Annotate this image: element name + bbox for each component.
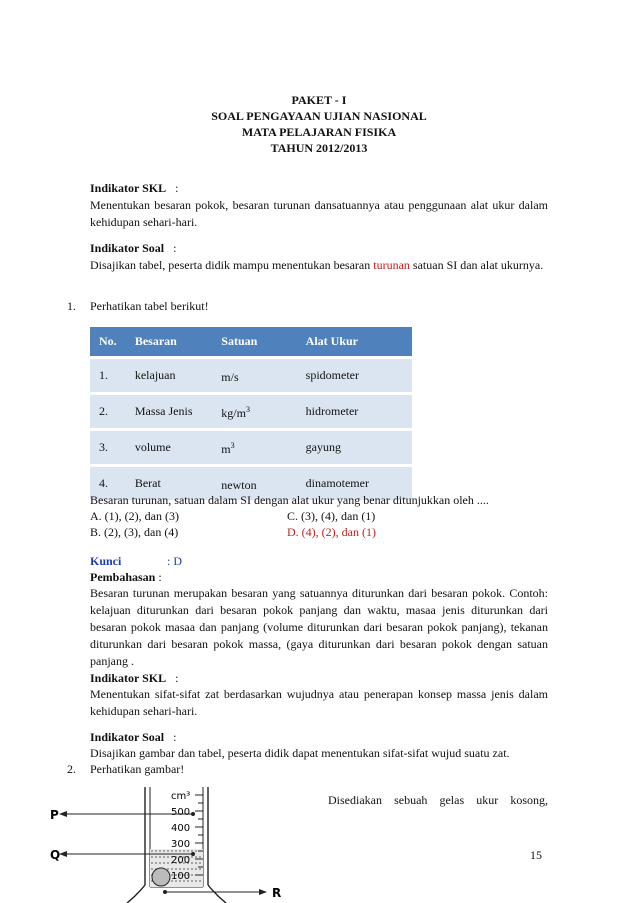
- indikator-skl-2-text: Menentukan sifat-sifat zat berdasarkan wujudnya atau penerapan konsep massa jenis dalam kehidupan sehari-hari.: [90, 687, 548, 718]
- table-cell: Berat: [126, 464, 212, 500]
- unit-text: m/s: [221, 370, 239, 384]
- label-r: R: [272, 886, 282, 900]
- scale-unit-label: cm³: [171, 791, 191, 802]
- indikator-skl-label: Indikator SKL: [90, 671, 167, 685]
- table-cell: [212, 356, 296, 392]
- table-cell: 2.: [90, 392, 126, 428]
- pembahasan-heading: [90, 569, 162, 586]
- option-b: B. (2), (3), dan (4): [90, 525, 179, 539]
- table-cell: dinamotemer: [297, 464, 412, 500]
- arrow-r: [163, 889, 267, 895]
- question-1-number: 1.: [67, 299, 76, 313]
- unit-text: m: [221, 442, 231, 456]
- table-cell: 3.: [90, 428, 126, 464]
- kunci-row: [90, 553, 182, 570]
- question-2-prompt: Perhatikan gambar!: [90, 762, 185, 776]
- table-header-cell: Satuan: [212, 327, 296, 356]
- question-2-side-text: Disediakan sebuah gelas ukur kosong,: [328, 793, 548, 807]
- scale-tick-label: 100: [171, 871, 191, 882]
- table-cell: [212, 428, 296, 464]
- option-a: A. (1), (2), dan (3): [90, 509, 179, 523]
- table-cell: volume: [126, 428, 212, 464]
- kunci-label: Kunci: [90, 554, 122, 568]
- scale-tick-label: 300: [171, 839, 191, 850]
- indikator-skl-colon: :: [175, 671, 179, 685]
- question-1-prompt: Perhatikan tabel berikut!: [90, 299, 209, 313]
- kunci-value: : D: [167, 554, 182, 568]
- measurement-table: [90, 327, 412, 500]
- scale-tick-label: 400: [171, 823, 191, 834]
- indikator-soal-colon: :: [173, 241, 177, 255]
- solid-object: [152, 868, 170, 886]
- option-d: D. (4), (2), dan (1): [287, 525, 376, 539]
- header-paket: PAKET - I: [291, 93, 347, 107]
- indikator-soal-1-text: [90, 257, 548, 274]
- indikator-skl-2-heading: [90, 670, 548, 687]
- page-number: 15: [530, 848, 542, 862]
- header-subject: MATA PELAJARAN FISIKA: [241, 125, 397, 139]
- table-cell: kelajuan: [126, 356, 212, 392]
- indikator-skl-1-heading: [90, 180, 548, 197]
- indikator-soal-label: Indikator Soal: [90, 730, 165, 744]
- table-header-cell: Alat Ukur: [297, 327, 412, 356]
- label-q: Q: [50, 848, 61, 862]
- table-cell: Massa Jenis: [126, 392, 212, 428]
- unit-superscript: 3: [230, 441, 235, 450]
- indikator-skl-colon: :: [175, 181, 179, 195]
- table-cell: 1.: [90, 356, 126, 392]
- indikator-skl-1-text: Menentukan besaran pokok, besaran turunan dansatuannya atau penggunaan alat ukur dalam kehidupan sehari-hari.: [90, 198, 548, 229]
- pembahasan-text: Besaran turunan merupakan besaran yang satuannya diturunkan dari besaran pokok. Contoh: kelajuan diturunkan dari besaran pokok panjang dan waktu, masaa jenis diturunkan dari besaran pokok masaa dan panjang (volume diturunkan dari besaran pokok panjang), tekanan diturunkan dari besaran pokok massa, (gaya diturunkan dari besaran pokok dengan satuan panjang .: [90, 586, 548, 668]
- header-year: TAHUN 2012/2013: [270, 141, 368, 155]
- table-row: [90, 428, 412, 464]
- measuring-cylinder-figure: [45, 785, 295, 903]
- indikator-soal-colon: :: [173, 730, 177, 744]
- indikator-soal-2-heading: [90, 729, 548, 746]
- question-2-number: 2.: [67, 762, 76, 776]
- pembahasan-colon: :: [158, 570, 162, 584]
- option-c: C. (3), (4), dan (1): [287, 509, 376, 523]
- table-cell: hidrometer: [297, 392, 412, 428]
- table-header-row: [90, 327, 412, 356]
- label-p: P: [50, 808, 59, 822]
- table-header-cell: Besaran: [126, 327, 212, 356]
- scale-tick-label: 500: [171, 807, 191, 818]
- table-cell: 4.: [90, 464, 126, 500]
- unit-text: kg/m: [221, 406, 246, 420]
- indikator-soal-text-before: Disajikan tabel, peserta didik mampu menentukan besaran: [90, 258, 374, 272]
- question-1-text: Besaran turunan, satuan dalam SI dengan alat ukur yang benar ditunjukkan oleh ....: [90, 493, 489, 507]
- indikator-soal-label: Indikator Soal: [90, 241, 165, 255]
- scale-tick-label: 200: [171, 855, 191, 866]
- table-row: [90, 356, 412, 392]
- table-row: [90, 392, 412, 428]
- indikator-soal-text-after: satuan SI dan alat ukurnya.: [409, 258, 544, 272]
- indikator-soal-1-heading: [90, 240, 548, 257]
- unit-superscript: 3: [245, 405, 250, 414]
- table-cell: [212, 392, 296, 428]
- indikator-skl-label: Indikator SKL: [90, 181, 167, 195]
- table-header-cell: No.: [90, 327, 126, 356]
- indikator-soal-2-text: Disajikan gambar dan tabel, peserta didik dapat menentukan sifat-sifat wujud suatu zat.: [90, 746, 510, 760]
- table-cell: spidometer: [297, 356, 412, 392]
- header-title: SOAL PENGAYAAN UJIAN NASIONAL: [211, 109, 427, 123]
- table-cell: gayung: [297, 428, 412, 464]
- unit-text: newton: [221, 478, 257, 492]
- pembahasan-label: Pembahasan: [90, 570, 156, 584]
- indikator-soal-highlight: turunan: [373, 258, 410, 272]
